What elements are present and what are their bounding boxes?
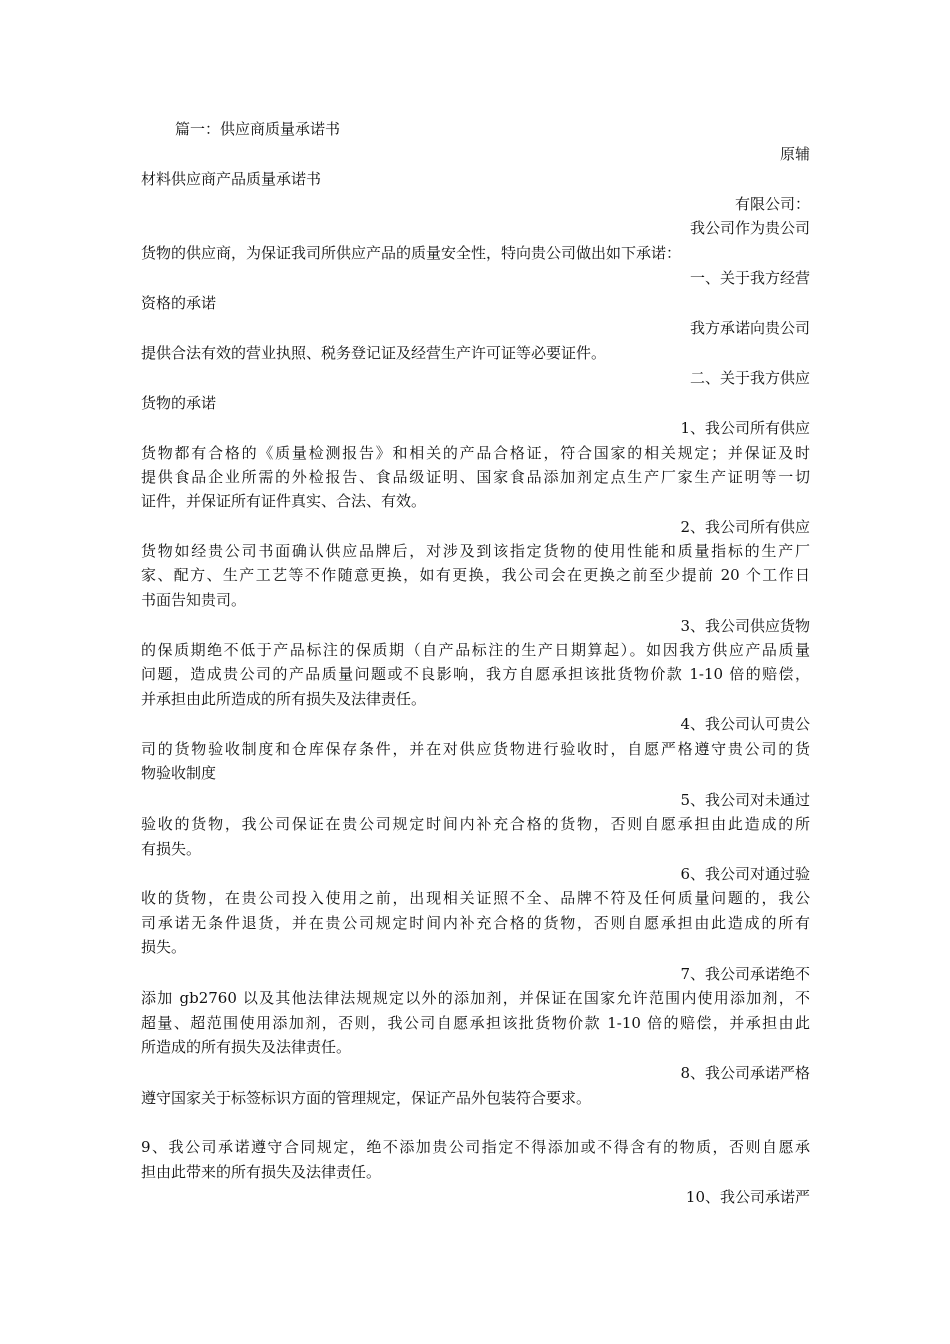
item-5-lead: 5、我公司对未通过 [680,791,810,809]
item-6-lead: 6、我公司对通过验 [680,865,810,883]
text-line: 添加 gb2760 以及其他法律法规规定以外的添加剂，并保证在国家允许范围内使用添加剂，不 [141,989,810,1007]
text-line: 验收的货物，我公司保证在贵公司规定时间内补充合格的货物，否则自愿承担由此造成的所 [141,815,810,833]
section-heading: 货物的承诺 [141,394,217,412]
text-line: 有损失。 [141,840,202,858]
text-line: 提供合法有效的营业执照、税务登记证及经营生产许可证等必要证件。 [141,344,607,362]
text-line: 货物的供应商，为保证我司所供应产品的质量安全性，特向贵公司做出如下承诺： [141,244,682,262]
item-8-lead: 8、我公司承诺严格 [680,1064,810,1082]
item-4-lead: 4、我公司认可贵公 [680,715,810,733]
item-10-lead: 10、我公司承诺严 [685,1188,810,1206]
item-9-lead: 9、我公司承诺遵守合同规定，绝不添加贵公司指定不得添加或不得含有的物质，否则自愿承 [141,1138,810,1156]
text-line: 提供食品企业所需的外检报告、食品级证明、国家食品添加剂定点生产厂家生产证明等一切 [141,468,810,486]
text-line: 并承担由此所造成的所有损失及法律责任。 [141,690,427,708]
text-line: 原辅 [779,145,810,163]
document-title: 篇一：供应商质量承诺书 [175,120,341,138]
section-heading: 资格的承诺 [141,294,217,312]
text-line: 家、配方、生产工艺等不作随意更换，如有更换，我公司会在更换之前至少提前 20 个工作日 [141,566,810,584]
text-line: 证件，并保证所有证件真实、合法、有效。 [141,492,427,510]
text-line: 我公司作为贵公司 [689,219,810,237]
text-line: 书面告知贵司。 [141,591,247,609]
item-1-lead: 1、我公司所有供应 [680,419,810,437]
text-line: 材料供应商产品质量承诺书 [141,170,322,188]
text-line: 物验收制度 [141,764,217,782]
section-heading: 二、关于我方供应 [689,369,810,387]
text-line: 收的货物，在贵公司投入使用之前，出现相关证照不全、品牌不符及任何质量问题的，我公 [141,889,810,907]
text-line: 担由此带来的所有损失及法律责任。 [141,1163,382,1181]
text-line: 有限公司： [734,195,810,213]
item-3-lead: 3、我公司供应货物 [680,617,810,635]
text-line: 超量、超范围使用添加剂，否则，我公司自愿承担该批货物价款 1-10 倍的赔偿，并承担由此 [141,1014,810,1032]
text-line: 货物都有合格的《质量检测报告》和相关的产品合格证，符合国家的相关规定；并保证及时 [141,444,810,462]
text-line: 司承诺无条件退货，并在贵公司规定时间内补充合格的货物，否则自愿承担由此造成的所有 [141,914,810,932]
text-line: 的保质期绝不低于产品标注的保质期（自产品标注的生产日期算起）。如因我方供应产品质量 [141,641,810,659]
text-line: 我方承诺向贵公司 [689,319,810,337]
text-line: 问题，造成贵公司的产品质量问题或不良影响，我方自愿承担该批货物价款 1-10 倍的赔偿， [141,665,810,683]
item-2-lead: 2、我公司所有供应 [680,518,810,536]
text-line: 所造成的所有损失及法律责任。 [141,1038,352,1056]
text-line: 损失。 [141,938,187,956]
text-line: 遵守国家关于标签标识方面的管理规定，保证产品外包装符合要求。 [141,1089,592,1107]
item-7-lead: 7、我公司承诺绝不 [680,965,810,983]
text-line: 货物如经贵公司书面确认供应品牌后，对涉及到该指定货物的使用性能和质量指标的生产厂 [141,542,810,560]
section-heading: 一、关于我方经营 [689,269,810,287]
text-line: 司的货物验收制度和仓库保存条件，并在对供应货物进行验收时，自愿严格遵守贵公司的货 [141,740,810,758]
